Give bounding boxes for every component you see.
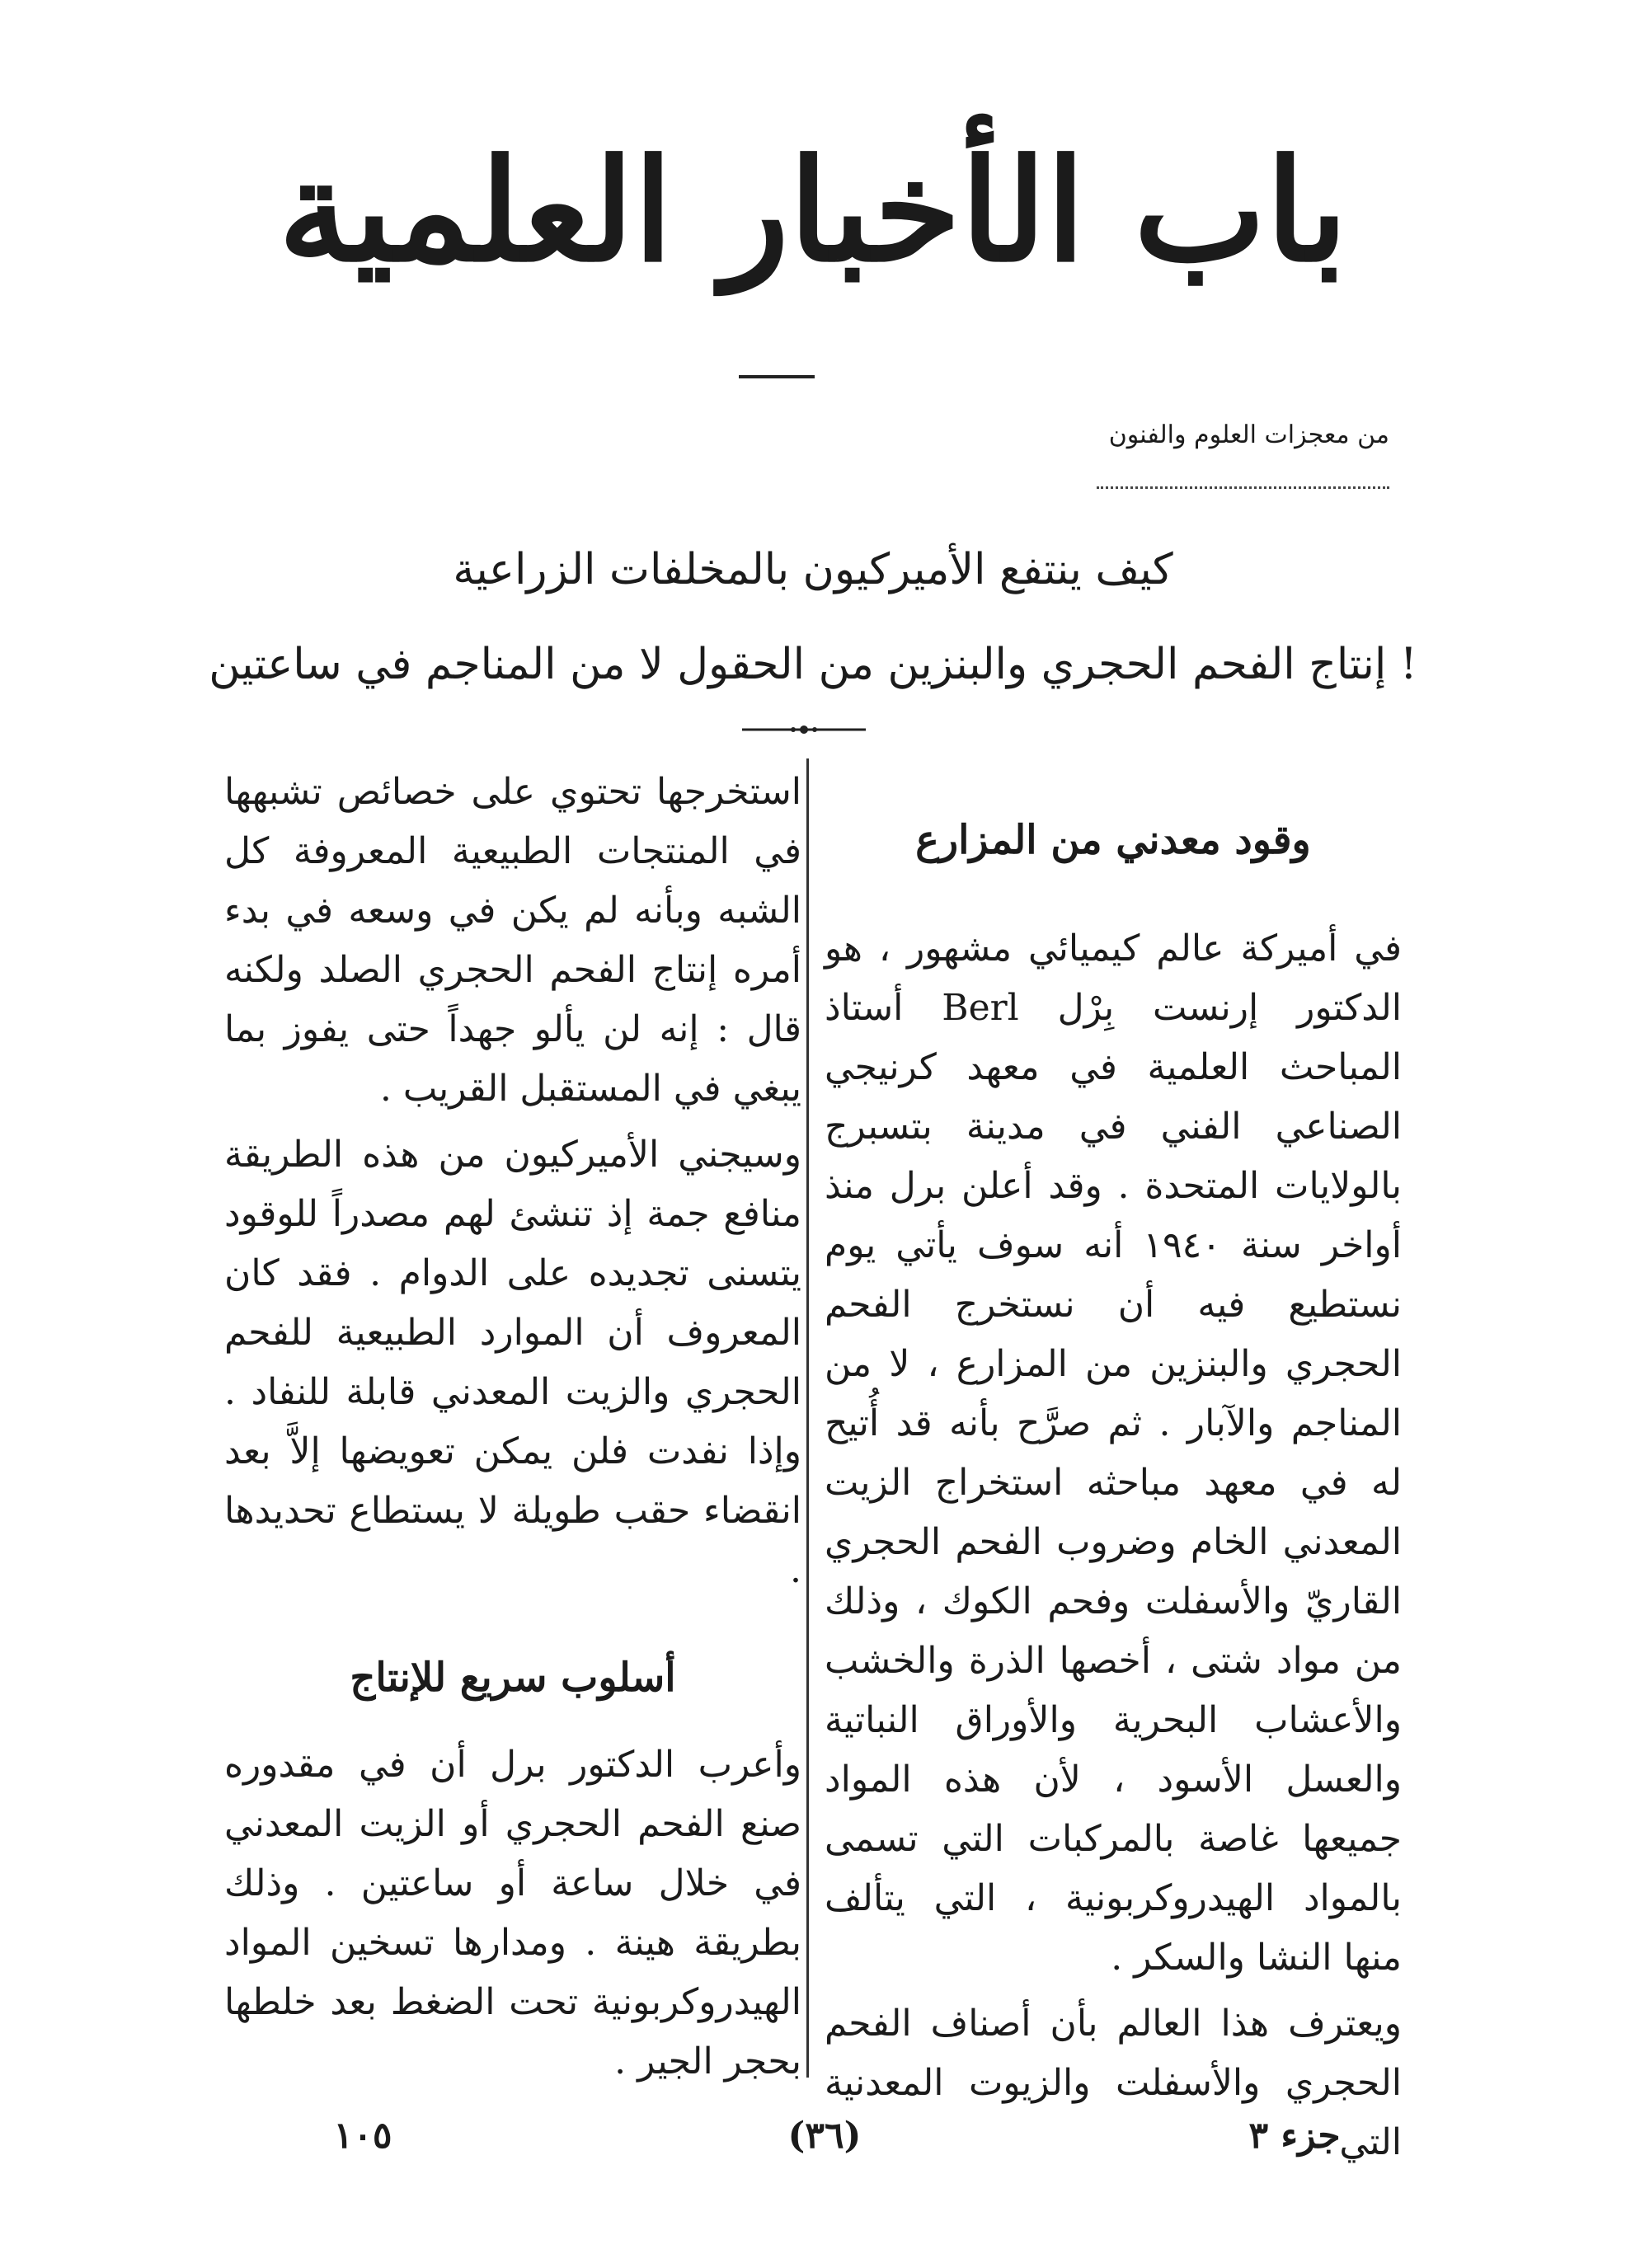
footer-part-number: جزء ٣ <box>1248 2115 1341 2157</box>
footer-center-page: (٣٦) <box>787 2115 862 2157</box>
right-column-subheading: وقود معدني من المزارع <box>915 817 1311 863</box>
left-column-paragraph: وأعرب الدكتور برل أن في مقدوره صنع الفحم الحجري أو الزيت المعدني في خلال ساعة أو ساعتين . وذلك بطريقة هينة . ومدارها تسخين المواد الهيدروكربونية تحت الضغط بعد خلطها بحجر الجير . <box>224 1744 801 2083</box>
section-tag: من معجزات العلوم والفنون <box>1108 420 1389 449</box>
right-column <box>825 763 1402 2179</box>
right-column-paragraph: ويعترف هذا العالم بأن أصناف الفحم الحجري والأسفلت والزيوت المعدنية التي <box>825 2003 1402 2163</box>
left-column-paragraph: استخرجها تحتوي على خصائص تشبهها في المنتجات الطبيعية المعروفة كل الشبه وبأنه لم يكن في وسعه في بدء أمره إنتاج الفحم الحجري الصلد ولكنه قال : إنه لن يألو جهداً حتى يفوز بما يبغي في المستقبل القريب . <box>224 771 801 1110</box>
left-column <box>224 763 801 2098</box>
footer-page-number: ١٠٥ <box>333 2115 392 2157</box>
page-footer <box>0 2115 1626 2164</box>
sub-headline: إنتاج الفحم الحجري والبنزين من الحقول لا من المناجم في ساعتين ! <box>209 640 1417 689</box>
left-column-paragraph: وسيجني الأميركيون من هذه الطريقة منافع جمة إذ تنشئ لهم مصدراً للوقود يتسنى تجديده على الدوام . فقد كان المعروف أن الموارد الطبيعية للفحم الحجري والزيت المعدني قابلة للنفاد . وإذا نفدت فلن يمكن تعويضها إلاَّ بعد انقضاء حقب طويلة لا يستطاع تحديدها . <box>224 1134 801 1591</box>
section-tag-underline <box>1097 486 1389 489</box>
masthead-title: باب الأخبار العلمية <box>278 129 1348 293</box>
masthead-rule <box>739 375 815 378</box>
left-column-subheading: أسلوب سريع للإنتاج <box>350 1655 676 1701</box>
main-headline: كيف ينتفع الأميركيون بالمخلفات الزراعية <box>453 545 1173 594</box>
column-divider <box>806 758 809 2078</box>
headline-ornament <box>742 724 866 735</box>
right-column-paragraph: في أميركة عالم كيميائي مشهور ، هو الدكتور إرنست بِرْل Berl أستاذ المباحث العلمية في معهد كرنيجي الصناعي الفني في مدينة بتسبرج بالولايات المتحدة . وقد أعلن برل منذ أواخر سنة ١٩٤٠ أنه سوف يأتي يوم نستطيع فيه أن نستخرج الفحم الحجري والبنزين من المزارع ، لا من المناجم والآبار . ثم صرَّح بأنه قد أُتيح له في معهد مباحثه استخراج الزيت المعدني الخام وضروب الفحم الحجري القاريّ والأسفلت وفحم الكوك ، وذلك من مواد شتى ، أخصها الذرة والخشب والأعشاب البحرية والأوراق النباتية والعسل الأسود ، لأن هذه المواد جميعها غاصة بالمركبات التي تسمى بالمواد الهيدروكربونية ، التي يتألف منها النشا والسكر . <box>825 927 1403 1979</box>
